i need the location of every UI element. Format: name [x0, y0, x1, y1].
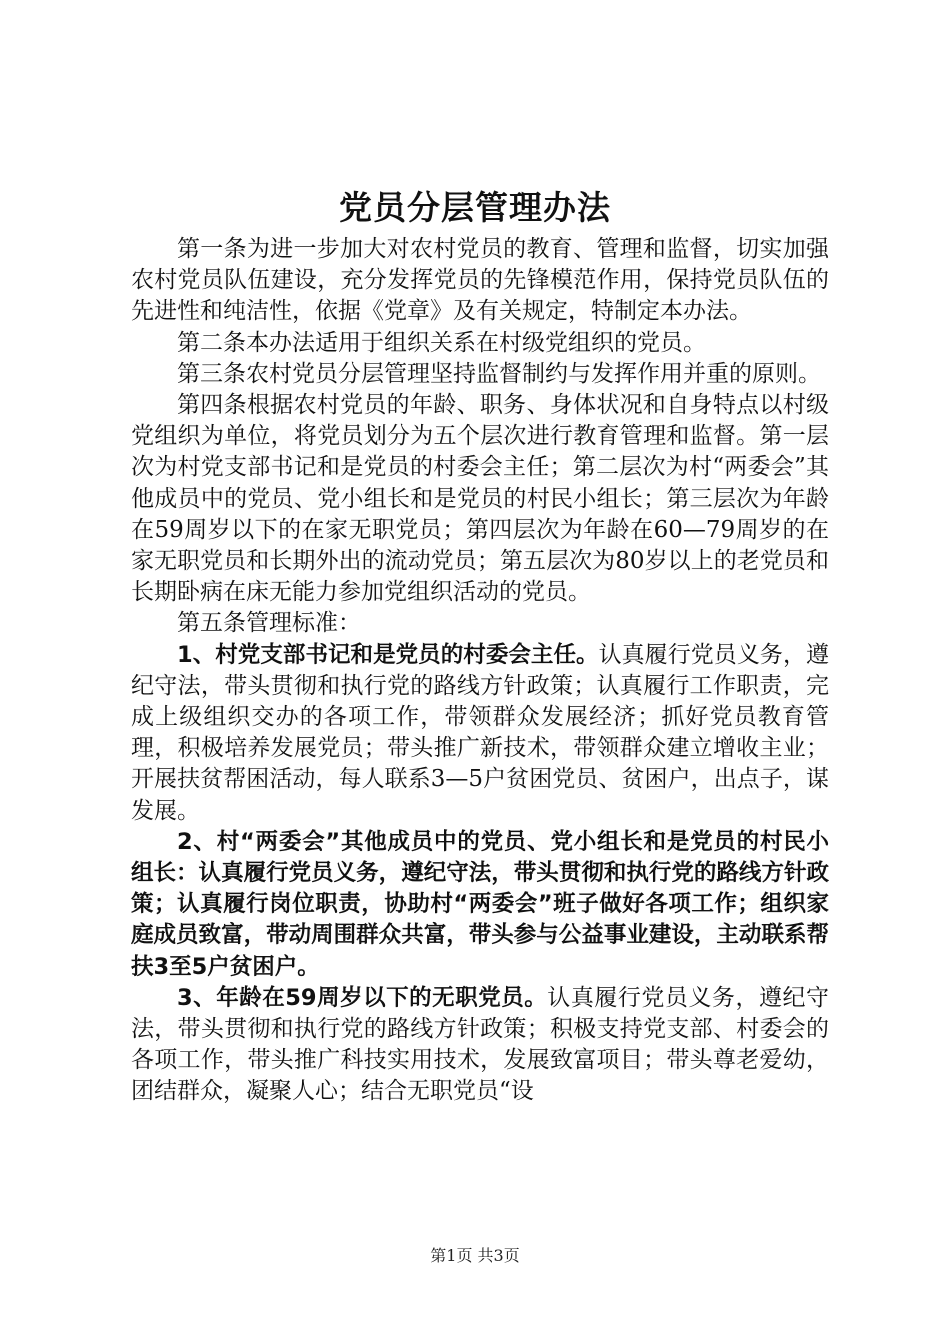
standard-1-lead: 1、村党支部书记和是党员的村委会主任。 [177, 641, 599, 668]
document-title: 党员分层管理办法 [339, 188, 611, 227]
article-5-heading: 第五条管理标准： [177, 610, 361, 637]
page-indicator: 第1页 共3页 [430, 1246, 520, 1265]
standard-3-paragraph [131, 983, 829, 1108]
article-4-paragraph: 第四条根据农村党员的年龄、职务、身体状况和自身特点以村级党组织为单位，将党员划分为五个层次进行教育管理和监督。第一层次为村党支部书记和是党员的村委会主任；第二层次为村“两委会”其他成员中的党员、党小组长和是党员的村民小组长；第三层次为年龄在59周岁以下的在家无职党员；第四层次为年龄在60—79周岁的在家无职党员和长期外出的流动党员；第五层次为80岁以上的老党员和长期卧病在床无能力参加党组织活动的党员。 [131, 392, 829, 606]
standard-1-text: 认真履行党员义务，遵纪守法，带头贯彻和执行党的路线方针政策；认真履行工作职责，完成上级组织交办的各项工作，带领群众发展经济；抓好党员教育管理，积极培养发展党员；带头推广新技术，带领群众建立增收主业；开展扶贫帮困活动，每人联系3—5户贫困党员、贫困户，出点子，谋发展。 [131, 641, 829, 824]
standard-3-lead: 3、年龄在59周岁以下的无职党员。 [177, 984, 548, 1011]
document-body [131, 234, 829, 1108]
article-3-paragraph: 第三条农村党员分层管理坚持监督制约与发挥作用并重的原则。 [177, 360, 821, 387]
standard-1-paragraph [131, 640, 829, 827]
article-1-paragraph: 第一条为进一步加大对农村党员的教育、管理和监督，切实加强农村党员队伍建设，充分发挥党员的先锋模范作用，保持党员队伍的先进性和纯洁性，依据《党章》及有关规定，特制定本办法。 [131, 236, 829, 325]
standard-2-paragraph: 2、村“两委会”其他成员中的党员、党小组长和是党员的村民小组长：认真履行党员义务，遵纪守法，带头贯彻和执行党的路线方针政策；认真履行岗位职责，协助村“两委会”班子做好各项工作；组织家庭成员致富，带动周围群众共富，带头参与公益事业建设，主动联系帮扶3至5户贫困户。 [131, 828, 829, 980]
article-2-paragraph: 第二条本办法适用于组织关系在村级党组织的党员。 [177, 329, 706, 356]
standard-3-text: 认真履行党员义务，遵纪守法，带头贯彻和执行党的路线方针政策；积极支持党支部、村委会的各项工作，带头推广科技实用技术，发展致富项目；带头尊老爱幼，团结群众，凝聚人心；结合无职党员“设 [131, 984, 830, 1105]
